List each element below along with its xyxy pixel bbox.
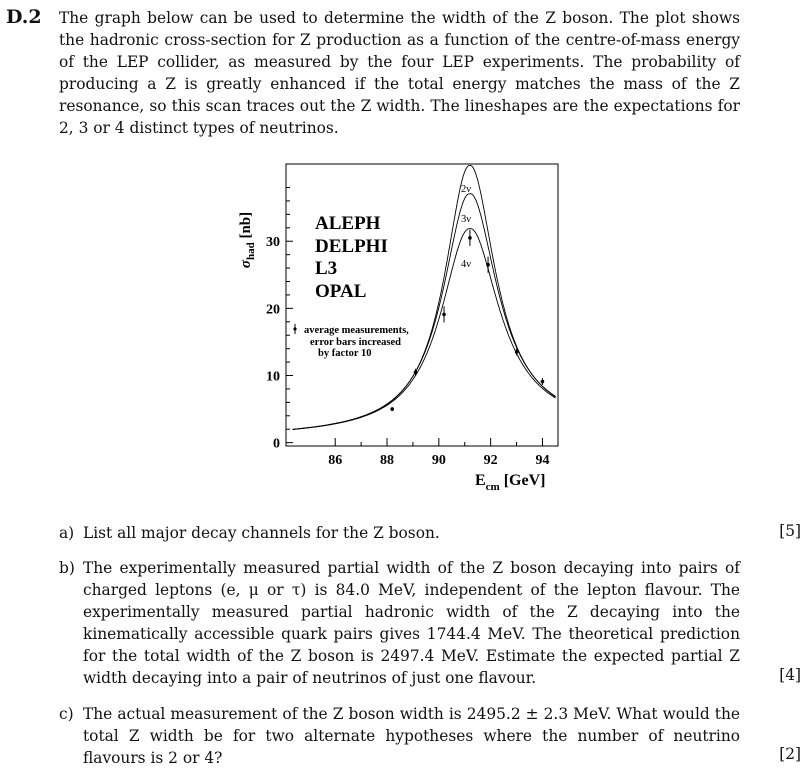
legend-line-2: error bars increased (310, 337, 401, 348)
experiment-delphi: DELPHI (315, 236, 388, 257)
part-b-text: The experimentally measured partial width of the Z boson decaying into pairs of charged leptons (e, μ or τ) is 84.0 MeV, independent of the lepton flavour. The experimentally measured partial hadronic width of the Z decaying into the kinematically accessible quark pairs gives 1744.4 MeV. The theoretical prediction for the total width of the Z boson is 2497.4 MeV. Estimate the expected partial Z width decaying into a pair of neutrinos of just one flavour. (83, 559, 740, 687)
experiment-aleph: ALEPH (315, 213, 381, 234)
plot-frame (286, 164, 558, 446)
experiment-l3: L3 (315, 258, 338, 279)
legend-marker-dot (293, 327, 296, 330)
question-intro: The graph below can be used to determine the width of the Z boson. The plot shows the hadronic cross-section for Z production as a function of the centre-of-mass energy of the LEP collider, as measured by the four LEP experiments. The probability of producing a Z is greatly enhanced if the total energy matches the mass of the Z resonance, so this scan traces out the Z width. The lineshapes are the expectations for 2, 3 or 4 distinct types of neutrinos. (59, 9, 740, 137)
legend (293, 324, 409, 359)
question-number: D.2 (6, 6, 42, 28)
x-axis-sub: cm (485, 481, 500, 493)
data-point (486, 263, 490, 267)
y-tick-label: 0 (273, 436, 280, 452)
data-point (515, 350, 519, 354)
data-point (390, 407, 394, 411)
part-a-marks: [5] (779, 522, 801, 540)
part-b (59, 557, 740, 689)
x-axis-unit: [GeV] (503, 472, 546, 489)
data-point (442, 313, 446, 317)
legend-line-3: by factor 10 (318, 348, 372, 359)
y-tick-label: 20 (266, 302, 280, 318)
data-point (541, 380, 545, 384)
curve-label-3nu: 3ν (461, 214, 471, 225)
part-a-label: a) (59, 524, 75, 542)
x-tick-label: 86 (328, 453, 343, 468)
x-axis-main: E (475, 472, 486, 489)
x-tick-label: 88 (380, 453, 395, 468)
x-axis-label (475, 472, 545, 493)
experiment-opal: OPAL (315, 281, 367, 302)
curve-label-2nu: 2ν (461, 184, 471, 195)
legend-line-1: average measurements, (304, 325, 409, 336)
y-axis-sub: had (245, 242, 257, 261)
part-a (59, 522, 740, 544)
part-c-text: The actual measurement of the Z boson width is 2495.2 ± 2.3 MeV. What would the total Z width be for two alternate hypotheses where the number of neutrino flavours is 2 or 4? (83, 705, 740, 767)
part-a-text: List all major decay channels for the Z boson. (83, 524, 440, 542)
part-b-marks: [4] (779, 666, 801, 684)
y-axis-symbol: σ (238, 260, 254, 269)
x-tick-label: 94 (535, 453, 550, 468)
curve-labels (461, 184, 471, 270)
data-point (414, 370, 418, 374)
part-b-label: b) (59, 559, 75, 577)
y-tick-label: 30 (266, 235, 280, 251)
x-tick-label: 90 (431, 453, 446, 468)
z-lineshape-chart (232, 162, 572, 502)
y-axis-label (238, 212, 257, 268)
part-c-marks: [2] (779, 745, 801, 763)
curve-label-4nu: 4ν (461, 259, 471, 270)
y-tick-label: 10 (266, 369, 280, 385)
part-c (59, 703, 740, 769)
data-point (468, 236, 472, 240)
experiments-list (315, 213, 388, 302)
part-c-label: c) (59, 705, 74, 723)
x-tick-label: 92 (483, 453, 498, 468)
y-axis-unit: [nb] (238, 211, 254, 239)
